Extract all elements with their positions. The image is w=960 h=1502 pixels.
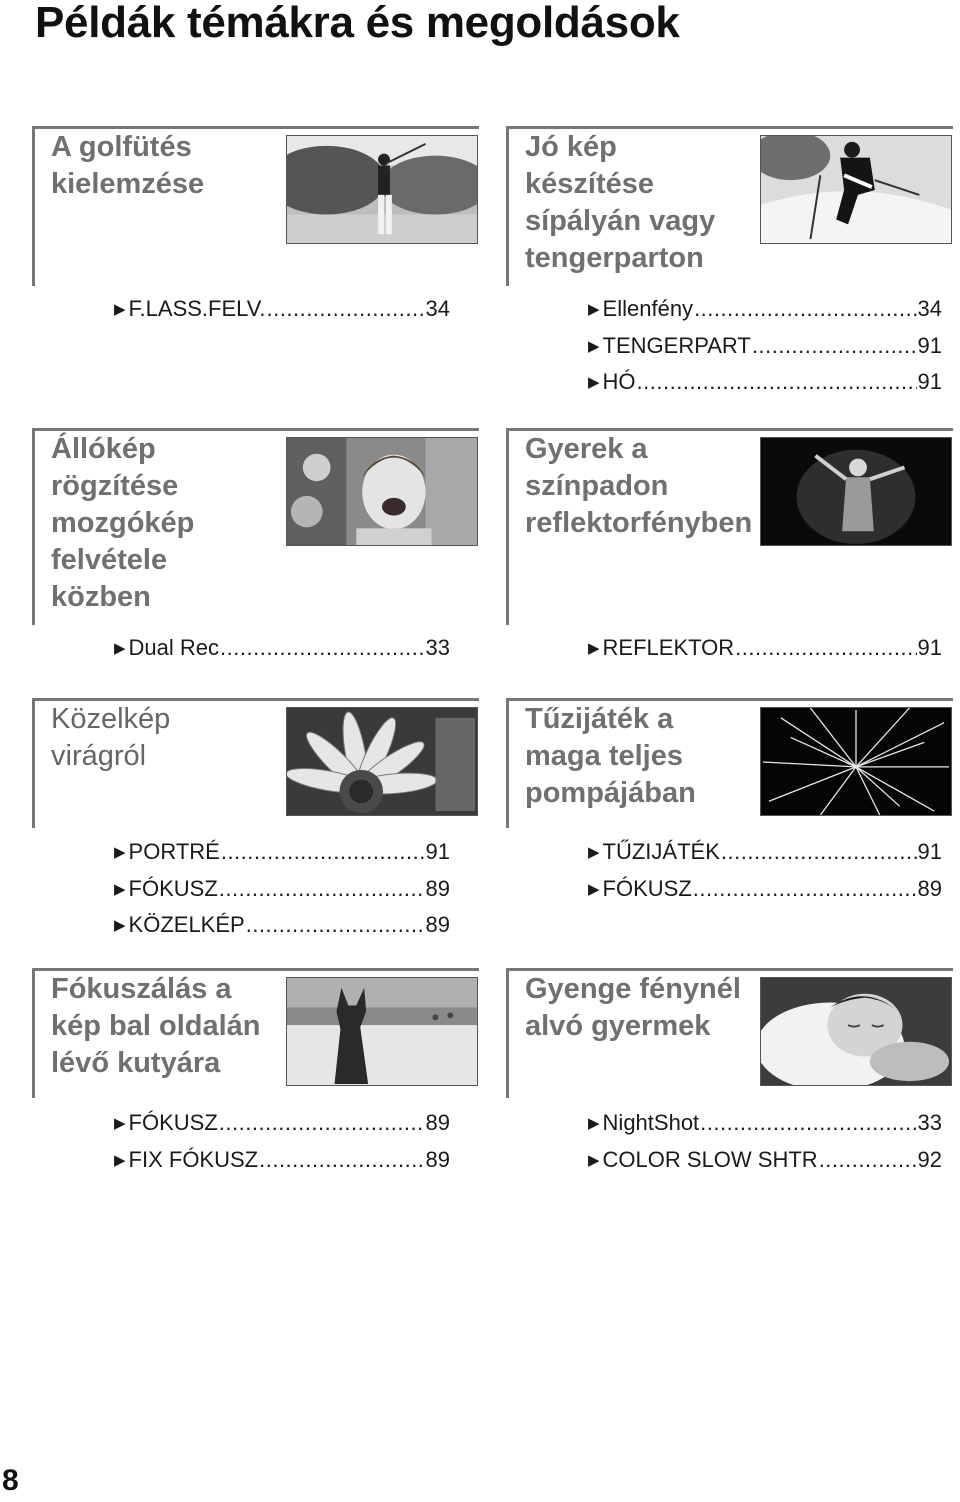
list-item[interactable]: ▶ HÓ ..... 91: [588, 365, 942, 402]
dot-leader: [819, 1143, 917, 1177]
triangle-right-icon: ▶: [588, 1115, 600, 1132]
list-item[interactable]: ▶ PORTRÉ ..... 91: [114, 835, 450, 872]
list-item[interactable]: ▶ FÓKUSZ ..... 89: [588, 872, 942, 909]
triangle-right-icon: ▶: [114, 880, 126, 898]
triangle-right-icon: ▶: [114, 1151, 126, 1169]
reference-list: [588, 631, 942, 668]
page-title: Példák témákra és megoldások: [35, 0, 680, 47]
child-on-stage-photo: [760, 437, 952, 546]
topic-title: A golfütés kielemzése: [51, 131, 205, 200]
sleeping-child-photo: [760, 977, 952, 1086]
topic-card-golf: [32, 126, 479, 286]
dot-leader: [735, 631, 916, 665]
page-ref: 91: [917, 332, 942, 358]
triangle-right-icon: ▶: [588, 640, 600, 657]
dot-leader: [700, 1106, 916, 1140]
reference-list: [588, 835, 942, 908]
dot-leader: [637, 365, 917, 399]
reference-list: [588, 292, 942, 402]
page-ref: 92: [917, 1146, 942, 1172]
list-item[interactable]: ▶ Ellenfény ..... 34: [588, 292, 942, 329]
triangle-right-icon: ▶: [114, 640, 126, 657]
dot-leader: [693, 872, 917, 906]
page-ref: 34: [917, 296, 942, 321]
reference-list: [114, 1106, 450, 1179]
list-item[interactable]: ▶ F.LASS.FELV. ..... 34: [114, 292, 450, 329]
topic-card-ski-beach: [506, 126, 953, 286]
dot-leader: [694, 292, 916, 326]
page-ref: 89: [425, 912, 450, 937]
list-item[interactable]: ▶ FÓKUSZ ..... 89: [114, 1106, 450, 1143]
reference-list: [114, 631, 450, 668]
topic-card-dog-focus: [32, 968, 479, 1098]
page-ref: 91: [917, 839, 942, 864]
topic-title: Állókép rögzítése mozgókép felvétele közben: [51, 433, 195, 613]
topic-title: Jó kép készítése sípályán vagy tengerparton: [525, 131, 716, 274]
laughing-child-photo: [286, 437, 478, 546]
topic-title: Tűzijáték a maga teljes pompájában: [525, 703, 696, 809]
triangle-right-icon: ▶: [114, 1115, 126, 1132]
triangle-right-icon: ▶: [114, 301, 126, 318]
dog-on-beach-photo: [286, 977, 478, 1086]
list-item[interactable]: ▶ NightShot ..... 33: [588, 1106, 942, 1143]
triangle-right-icon: ▶: [588, 880, 600, 898]
fireworks-photo: [760, 707, 952, 816]
list-item[interactable]: ▶ REFLEKTOR ..... 91: [588, 631, 942, 668]
page-number: 8: [2, 1464, 19, 1497]
list-item[interactable]: ▶ TŰZIJÁTÉK ..... 91: [588, 835, 942, 872]
dot-leader: [246, 908, 425, 942]
dot-leader: [259, 1143, 424, 1177]
triangle-right-icon: ▶: [588, 1151, 600, 1169]
topic-title: Fókuszálás a kép bal oldalán lévő kutyára: [51, 973, 261, 1079]
topic-card-stage-spotlight: [506, 428, 953, 625]
list-item[interactable]: ▶ COLOR SLOW SHTR ..... 92: [588, 1143, 942, 1180]
dot-leader: [221, 835, 425, 869]
page-ref: 89: [425, 1110, 450, 1135]
list-item[interactable]: ▶ TENGERPART ..... 91: [588, 329, 942, 366]
dot-leader: [219, 872, 425, 906]
dot-leader: [220, 631, 424, 665]
skier-photo: [760, 135, 952, 244]
triangle-right-icon: ▶: [588, 844, 600, 861]
topic-card-still-during-movie: [32, 428, 479, 625]
page-ref: 33: [917, 1110, 942, 1135]
topic-card-fireworks: [506, 698, 953, 828]
page-ref: 91: [917, 635, 942, 660]
page-ref: 34: [425, 296, 450, 321]
golf-swing-photo: [286, 135, 478, 244]
topic-title: Gyerek a színpadon reflektorfényben: [525, 433, 753, 539]
triangle-right-icon: ▶: [588, 337, 600, 355]
triangle-right-icon: ▶: [114, 844, 126, 861]
dot-leader: [721, 835, 917, 869]
topic-card-sleeping-child: [506, 968, 953, 1098]
topic-title: Közelkép virágról: [51, 703, 171, 772]
page-ref: 89: [917, 875, 942, 901]
page-ref: 91: [917, 369, 942, 394]
dot-leader: [267, 292, 425, 326]
triangle-right-icon: ▶: [588, 301, 600, 318]
page-ref: 89: [425, 1146, 450, 1172]
topic-card-flower-closeup: [32, 698, 479, 828]
triangle-right-icon: ▶: [588, 374, 600, 391]
page-ref: 91: [425, 839, 450, 864]
list-item[interactable]: ▶ KÖZELKÉP ..... 89: [114, 908, 450, 945]
list-item[interactable]: ▶ FIX FÓKUSZ ..... 89: [114, 1143, 450, 1180]
dot-leader: [219, 1106, 425, 1140]
dot-leader: [752, 329, 917, 363]
reference-list: [114, 835, 450, 945]
list-item[interactable]: ▶ FÓKUSZ ..... 89: [114, 872, 450, 909]
page-ref: 33: [425, 635, 450, 660]
triangle-right-icon: ▶: [114, 917, 126, 934]
flower-photo: [286, 707, 478, 816]
page-ref: 89: [425, 875, 450, 901]
list-item[interactable]: ▶ Dual Rec ..... 33: [114, 631, 450, 668]
topic-title: Gyenge fénynél alvó gyermek: [525, 973, 741, 1042]
reference-list: [114, 292, 450, 329]
reference-list: [588, 1106, 942, 1179]
